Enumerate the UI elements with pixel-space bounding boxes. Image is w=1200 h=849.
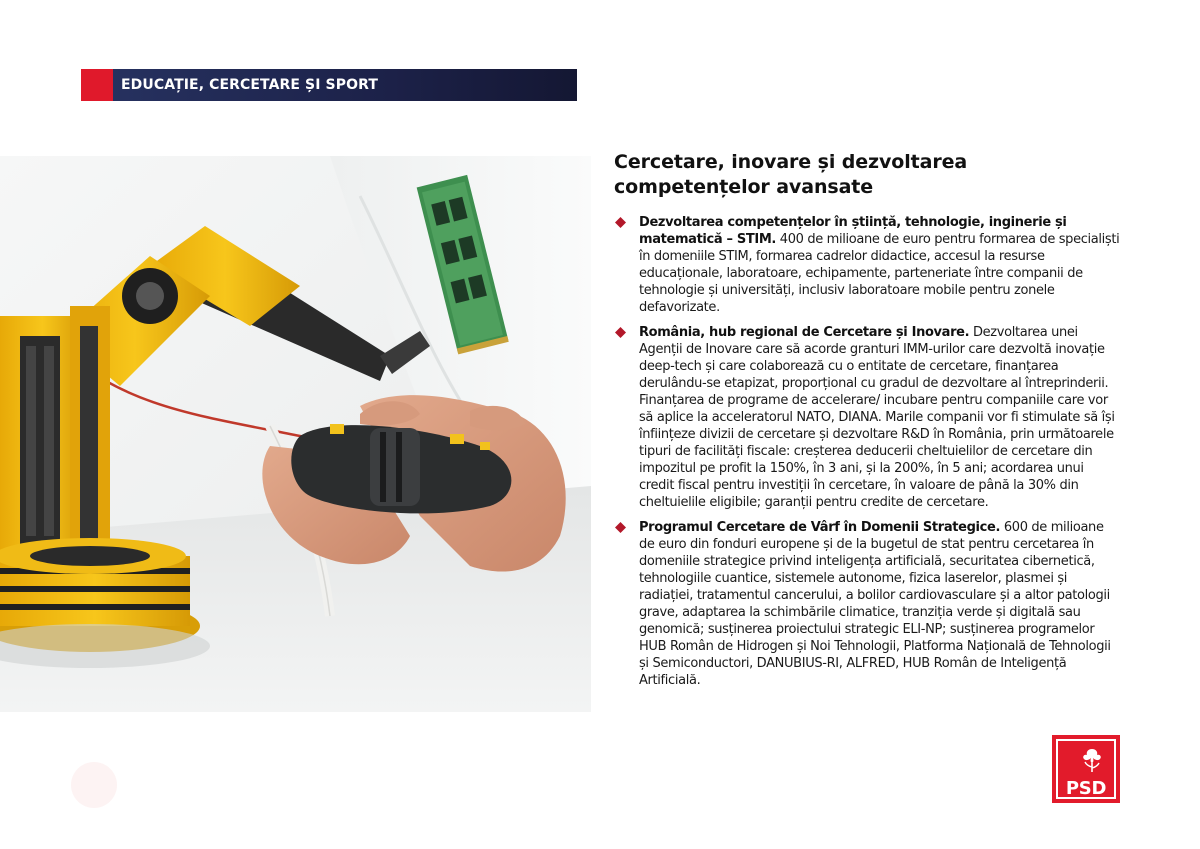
heading-line-1: Cercetare, inovare și dezvoltarea xyxy=(614,151,968,173)
rose-icon xyxy=(1078,747,1106,773)
diamond-bullet-icon xyxy=(615,217,626,228)
bullet-body: 600 de milioane de euro din fonduri europene și de la bugetul de stat pentru cercetarea în domeniile strategice privind inteligența artificială, securitatea cibernetică, tehnologiile cuantice, sistemele autonome, fizica laserelor, plasmei și radiației, tratamentul cancerului, a bolilor cardiovasculare și a altor patologii grave, adaptarea la schimbările climatice, tranziția verde și digitală sau genomică; susținerea proiectului strategic ELI-NP; susținerea programelor HUB Român de Hidrogen și Noi Tehnologii, Platforma Națională de Tehnologii și Semiconductori, DANUBIUS-RI, ALFRED, HUB Român de Inteligență Artificială. xyxy=(639,520,1111,688)
diamond-bullet-icon xyxy=(615,327,626,338)
robot-arm-photo xyxy=(0,156,591,712)
bullet-lead: Programul Cercetare de Vârf în Domenii Strategice. xyxy=(639,520,1001,535)
bullet-list xyxy=(614,214,1120,689)
logo-frame xyxy=(1056,739,1116,799)
article-heading xyxy=(614,150,1120,200)
banner-band xyxy=(113,69,577,101)
article xyxy=(614,150,1120,697)
psd-logo xyxy=(1052,735,1120,803)
bullet-lead: România, hub regional de Cercetare și Inovare. xyxy=(639,325,970,340)
bullet-body: Dezvoltarea unei Agenții de Inovare care să acorde granturi IMM-urilor care dezvoltă inovație deep-tech și care colaborează cu o entitate de cercetare, finanțarea derulându-se etapizat, proporțional cu gradul de dezvoltare al întreprinderii. Finanțarea de programe de accelerare/ incubare pentru companiile care vor să aplice la acceleratorul NATO, DIANA. Marile companii vor fi stimulate să își înființeze divizii de cercetare și dezvoltare R&D în România, prin următoarele tipuri de facilități fiscale: creșterea deducerii cheltuielilor de cercetare din impozitul pe profit la 150%, în 3 ani, și la 200%, în 5 ani; acordarea unui credit fiscal pentru investiții în cercetare, în valoare de până la 30% din cheltuielile eligibile; garanții pentru credite de cercetare. xyxy=(639,325,1115,510)
section-title: EDUCAȚIE, CERCETARE ȘI SPORT xyxy=(121,77,378,93)
logo-text: PSD xyxy=(1065,778,1107,799)
heading-line-2: competențelor avansate xyxy=(614,176,874,198)
section-banner xyxy=(81,69,577,101)
bullet-item-stim xyxy=(614,214,1120,316)
bullet-item-research-program xyxy=(614,519,1120,689)
bullet-lead: Dezvoltarea competențelor în știință, tehnologie, inginerie și matematică – STIM. xyxy=(639,215,1067,247)
bullet-body: 400 de milioane de euro pentru formarea de specialiști în domeniile STIM, formarea cadrelor didactice, accesul la resurse educaționale, laboratoare, echipamente, parteneriate între companii de tehnologie și universități, inclusiv laboratoare mobile pentru zonele defavorizate. xyxy=(639,232,1120,315)
page-number-marker xyxy=(71,762,117,808)
diamond-bullet-icon xyxy=(615,522,626,533)
bullet-item-hub xyxy=(614,324,1120,511)
banner-accent xyxy=(81,69,113,101)
